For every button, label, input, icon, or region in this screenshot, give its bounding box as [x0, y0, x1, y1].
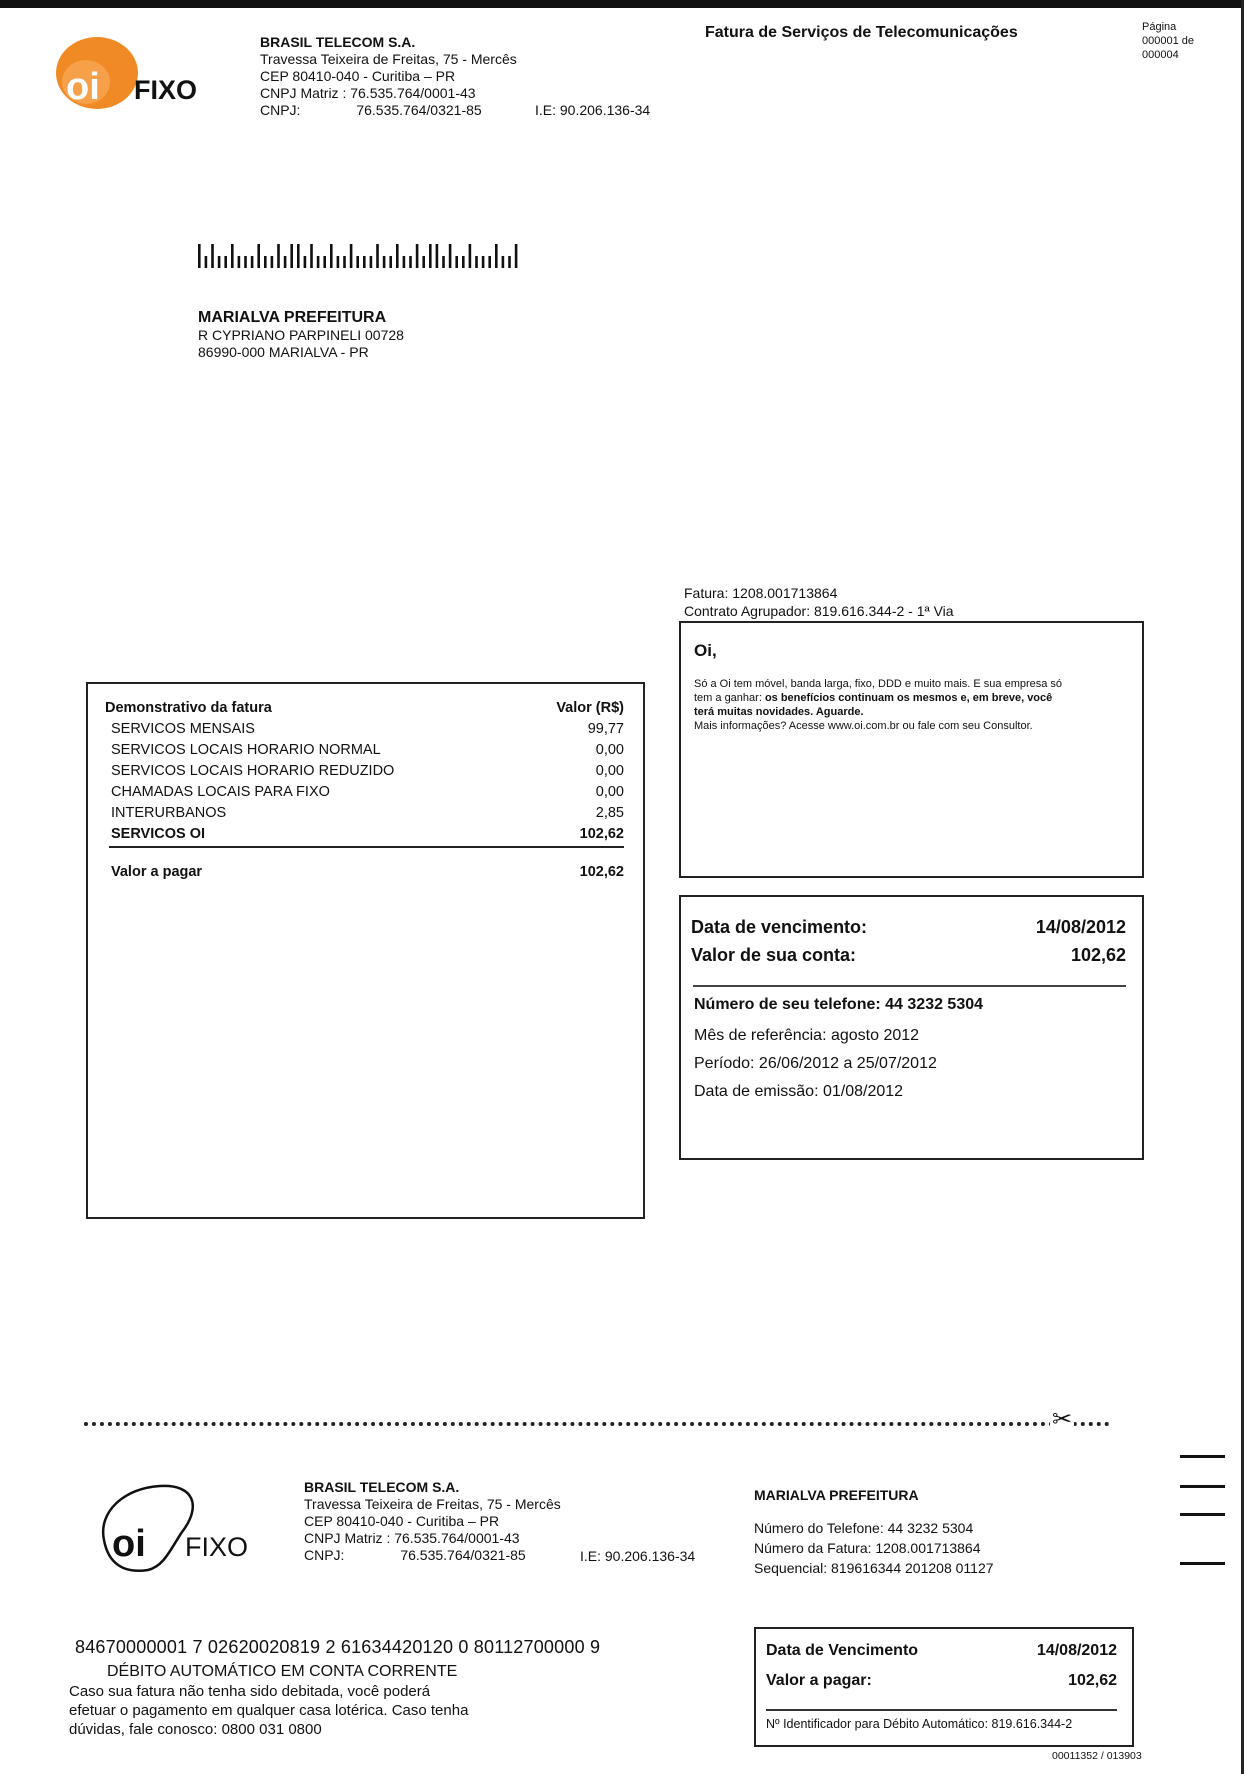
barcode-bar — [482, 256, 485, 268]
summary-period: Período: 26/06/2012 a 25/07/2012 — [694, 1055, 937, 1072]
barcode-bar — [284, 256, 287, 268]
cnpj-label: CNPJ: — [260, 102, 301, 118]
stub-cnpj-label: CNPJ: — [304, 1547, 345, 1563]
barcode-bar — [257, 244, 260, 268]
invoice-ref-block — [684, 584, 954, 620]
stub-amount-row — [766, 1669, 1117, 1693]
cut-line — [84, 1422, 1110, 1426]
statement-total-label: Valor a pagar — [111, 864, 203, 880]
message-line-4: Mais informações? Acesse www.oi.com.br ou fale com seu Consultor. — [694, 720, 1033, 732]
stub-company-name: BRASIL TELECOM S.A. — [304, 1479, 460, 1495]
statement-row-value: 102,62 — [579, 826, 624, 842]
barcode-bar — [508, 256, 511, 268]
barcode-bar — [455, 256, 458, 268]
stub-debit-title: DÉBITO AUTOMÁTICO EM CONTA CORRENTE — [107, 1663, 458, 1680]
stub-due-row — [766, 1639, 1117, 1663]
summary-due-value: 14/08/2012 — [1035, 917, 1126, 937]
stub-logo-product-text: FIXO — [185, 1532, 249, 1562]
summary-phone: Número de seu telefone: 44 3232 5304 — [694, 996, 984, 1013]
barcode-bar — [383, 256, 386, 268]
stub-barcode-number: 84670000001 7 02620020819 2 61634420120 0 80112700000 9 — [75, 1637, 601, 1657]
statement-row-value: 99,77 — [587, 721, 624, 737]
stub-invoice-number: Número da Fatura: 1208.001713864 — [754, 1540, 981, 1556]
stub-debit-line-3: dúvidas, fale conosco: 0800 031 0800 — [69, 1721, 322, 1738]
barcode-bar — [224, 256, 227, 268]
statement-row-desc: SERVICOS OI — [111, 826, 206, 842]
company-cep: CEP 80410-040 - Curitiba – PR — [260, 68, 456, 84]
barcode-bar — [409, 256, 412, 268]
stub-due-label: Data de Vencimento — [766, 1642, 919, 1659]
scissors-icon: ✂ — [1052, 1406, 1073, 1433]
barcode-bar — [277, 244, 280, 268]
barcode-bar — [343, 256, 346, 268]
statement-total-row — [105, 862, 624, 883]
statement-header — [105, 698, 624, 719]
stub-footer-code: 00011352 / 013903 — [1052, 1750, 1142, 1762]
message-box — [679, 621, 1144, 878]
barcode-bar — [330, 244, 333, 268]
barcode-bar — [264, 256, 267, 268]
statement-box — [86, 682, 645, 1219]
statement-row — [105, 803, 624, 824]
barcode-bar — [317, 256, 320, 268]
statement-row — [105, 782, 624, 803]
stub-due-box — [754, 1627, 1134, 1747]
cnpj-value: 76.535.764/0321-85 — [356, 102, 482, 118]
barcode-bar — [488, 256, 491, 268]
stub-customer-name: MARIALVA PREFEITURA — [754, 1487, 919, 1503]
stub-debit-id: Nº Identificador para Débito Automático: 819.616.344-2 — [766, 1717, 1073, 1731]
recipient-street: R CYPRIANO PARPINELI 00728 — [198, 327, 404, 343]
stub-company-cnpj-row — [304, 1547, 561, 1564]
statement-items — [105, 719, 624, 845]
barcode-bar — [515, 244, 518, 268]
barcode-bar — [416, 244, 419, 268]
message-line-2b: os benefícios continuam os mesmos e, em breve, você — [764, 692, 1053, 704]
barcode-bar — [304, 256, 307, 268]
barcode-bar — [495, 244, 498, 268]
header-logo — [50, 32, 200, 117]
barcode-bar — [238, 256, 241, 268]
page-total: 000004 — [1142, 49, 1179, 61]
barcode-bar — [449, 244, 452, 268]
company-ie: I.E: 90.206.136-34 — [535, 102, 651, 118]
barcode-bar — [350, 244, 353, 268]
barcode-bar — [442, 256, 445, 268]
statement-row-desc: SERVICOS MENSAIS — [111, 721, 255, 737]
stub-debit-line-2: efetuar o pagamento em qualquer casa lotérica. Caso tenha — [69, 1702, 469, 1719]
barcode-bar — [323, 256, 326, 268]
barcode-bar — [290, 244, 293, 268]
summary-due-label: Data de vencimento: — [691, 917, 868, 937]
message-line-1: Só a Oi tem móvel, banda larga, fixo, DDD e muito mais. E sua empresa só — [694, 678, 1063, 690]
logo-oi-text: oi — [66, 66, 100, 108]
barcode-bar — [198, 244, 201, 268]
postal-barcode — [198, 244, 528, 272]
recipient-city: 86990-000 MARIALVA - PR — [198, 344, 369, 360]
statement-total-value: 102,62 — [579, 864, 624, 880]
stub-company-ie: I.E: 90.206.136-34 — [580, 1548, 696, 1564]
statement-row — [105, 761, 624, 782]
barcode-bar — [389, 256, 392, 268]
barcode-bar — [422, 256, 425, 268]
statement-divider — [109, 846, 624, 848]
message-line-3: terá muitas novidades. Aguarde. — [694, 706, 864, 718]
stub-company-cep: CEP 80410-040 - Curitiba – PR — [304, 1513, 500, 1529]
barcode-bar — [231, 244, 234, 268]
barcode-bar — [429, 244, 432, 268]
statement-row — [105, 719, 624, 740]
barcode-bar — [337, 256, 340, 268]
barcode-bar — [403, 256, 406, 268]
contract-number: Contrato Agrupador: 819.616.344-2 - 1ª Via — [684, 603, 954, 619]
statement-row-value: 2,85 — [595, 805, 624, 821]
barcode-bar — [211, 244, 214, 268]
stub-due-value: 14/08/2012 — [1036, 1642, 1117, 1659]
stub-company-block — [304, 1479, 561, 1564]
stub-debit-block — [69, 1662, 529, 1739]
barcode-bar — [363, 256, 366, 268]
stub-phone: Número do Telefone: 44 3232 5304 — [754, 1520, 974, 1536]
page-top-edge — [0, 0, 1244, 8]
statement-row-desc: SERVICOS LOCAIS HORARIO REDUZIDO — [111, 763, 395, 779]
barcode-bar — [310, 244, 313, 268]
barcode-bar — [462, 256, 465, 268]
document-title: Fatura de Serviços de Telecomunicações — [705, 24, 1018, 41]
stub-logo-oi-text: oi — [112, 1523, 146, 1565]
stub-logo — [92, 1480, 262, 1580]
barcode-bar — [218, 256, 221, 268]
summary-amount-row — [691, 941, 1126, 969]
company-name: BRASIL TELECOM S.A. — [260, 34, 416, 50]
barcode-bar — [376, 244, 379, 268]
summary-amount-value: 102,62 — [1070, 945, 1126, 965]
company-address: Travessa Teixeira de Freitas, 75 - Mercês — [260, 51, 517, 67]
barcode-bar — [370, 256, 373, 268]
summary-amount-label: Valor de sua conta: — [691, 945, 857, 965]
page-counter — [1142, 20, 1194, 62]
barcode-bar — [251, 256, 254, 268]
invoice-number: Fatura: 1208.001713864 — [684, 585, 838, 601]
statement-row-desc: INTERURBANOS — [111, 805, 227, 821]
barcode-bar — [396, 244, 399, 268]
barcode-bar — [244, 256, 247, 268]
statement-row — [105, 740, 624, 761]
message-line-2 — [694, 691, 1130, 705]
summary-due-row — [691, 913, 1126, 941]
stub-company-cnpj-matriz: CNPJ Matriz : 76.535.764/0001-43 — [304, 1530, 520, 1546]
logo-product-text: FIXO — [134, 75, 198, 105]
stub-cnpj-value: 76.535.764/0321-85 — [400, 1547, 526, 1563]
barcode-bar — [297, 244, 300, 268]
statement-row-value: 0,00 — [595, 784, 624, 800]
recipient-block — [198, 308, 404, 361]
header-company-block — [260, 34, 517, 119]
statement-row-desc: CHAMADAS LOCAIS PARA FIXO — [111, 784, 330, 800]
stub-due-divider — [766, 1709, 1117, 1711]
page-current: 000001 de — [1142, 35, 1194, 47]
stub-sequential: Sequencial: 819616344 201208 01127 — [754, 1560, 994, 1576]
stub-customer-block — [754, 1486, 994, 1578]
barcode-bar — [205, 256, 208, 268]
company-cnpj-matriz: CNPJ Matriz : 76.535.764/0001-43 — [260, 85, 476, 101]
summary-issue-date: Data de emissão: 01/08/2012 — [694, 1083, 904, 1100]
page-label: Página — [1142, 21, 1177, 33]
company-cnpj-row — [260, 102, 517, 119]
message-line-2a: tem a ganhar: — [694, 692, 765, 704]
statement-row-value: 0,00 — [595, 742, 624, 758]
barcode-bar — [436, 244, 439, 268]
stub-debit-line-1: Caso sua fatura não tenha sido debitada, você poderá — [69, 1683, 431, 1700]
barcode-bar — [469, 244, 472, 268]
message-greeting: Oi, — [694, 641, 717, 660]
summary-box — [679, 895, 1144, 1160]
barcode-bar — [475, 256, 478, 268]
barcode-bar — [356, 256, 359, 268]
barcode-bar — [271, 256, 274, 268]
statement-title: Demonstrativo da fatura — [105, 700, 272, 716]
statement-row-desc: SERVICOS LOCAIS HORARIO NORMAL — [111, 742, 381, 758]
statement-value-header: Valor (R$) — [556, 700, 624, 716]
statement-row-value: 0,00 — [595, 763, 624, 779]
recipient-name: MARIALVA PREFEITURA — [198, 309, 387, 326]
summary-divider — [693, 985, 1126, 987]
stub-amount-label: Valor a pagar: — [766, 1672, 872, 1689]
stub-company-address: Travessa Teixeira de Freitas, 75 - Mercês — [304, 1496, 561, 1512]
stub-amount-value: 102,62 — [1068, 1672, 1117, 1689]
barcode-bar — [502, 256, 505, 268]
statement-row — [105, 824, 624, 845]
summary-ref-month: Mês de referência: agosto 2012 — [694, 1027, 920, 1044]
